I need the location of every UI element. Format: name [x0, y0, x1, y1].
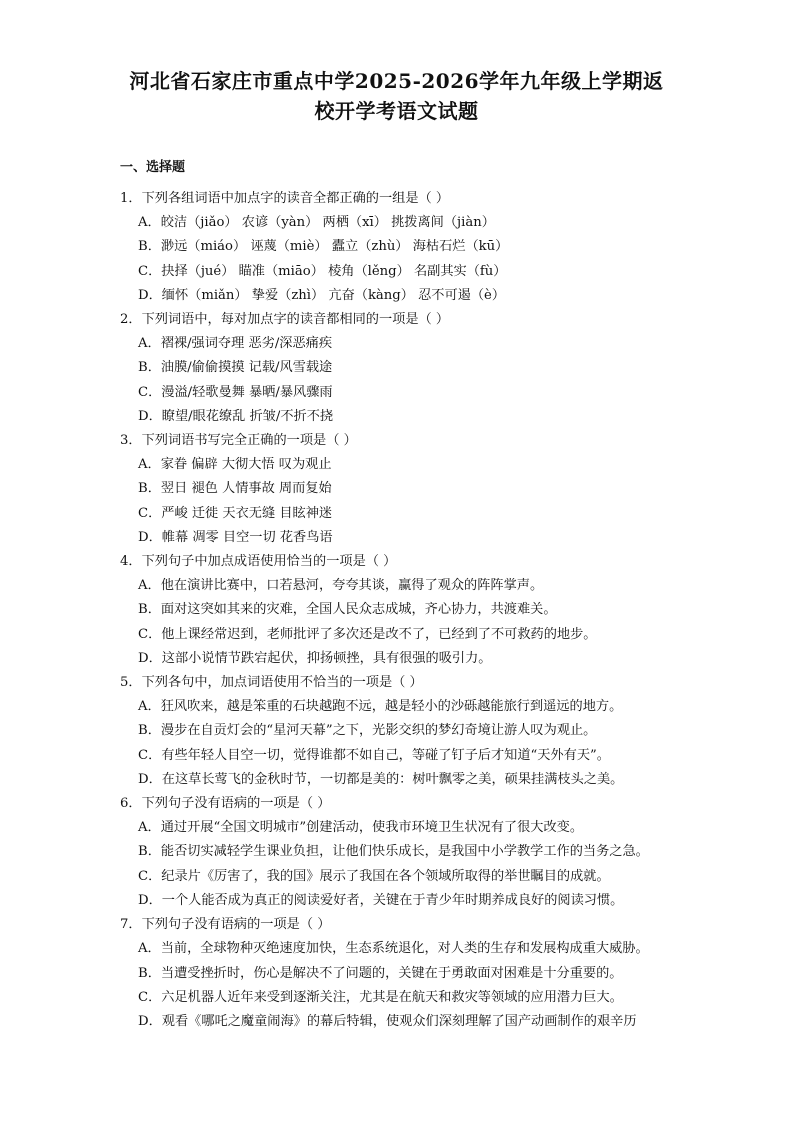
- option-c: C．抉择（jué） 瞄准（miāo） 棱角（lěng） 名副其实（fù）: [138, 263, 507, 279]
- option-d: D．一个人能否成为真正的阅读爱好者，关键在于青少年时期养成良好的阅读习惯。: [138, 892, 624, 908]
- option-b: B．翌日 褪色 人情事故 周而复始: [138, 481, 332, 497]
- option-b: B．当遭受挫折时，伤心是解决不了问题的，关键在于勇敢面对困难是十分重要的。: [138, 965, 623, 981]
- option-d: D．这部小说情节跌宕起伏，抑扬顿挫，具有很强的吸引力。: [138, 650, 492, 666]
- option-c: C．纪录片《厉害了，我的国》展示了我国在各个领域所取得的举世瞩目的成就。: [138, 868, 610, 884]
- option-c: C．六足机器人近年来受到逐渐关注，尤其是在航天和救灾等领域的应用潜力巨大。: [138, 989, 623, 1005]
- option-d: D．观看《哪吒之魔童闹海》的幕后特辑，使观众们深刻理解了国产动画制作的艰辛历: [138, 1013, 637, 1029]
- option-a: A．狂风吹来，越是笨重的石块越跑不远，越是轻小的沙砾越能旅行到遥远的地方。: [138, 699, 623, 715]
- option-b: B．面对这突如其来的灾难，全国人民众志成城，齐心协力，共渡难关。: [138, 602, 557, 618]
- option-d: D．在这草长莺飞的金秋时节，一切都是美的：树叶飘零之美，硕果挂满枝头之美。: [138, 771, 624, 787]
- option-a: A．当前，全球物种灭绝速度加快，生态系统退化，对人类的生存和发展构成重大威胁。: [138, 941, 649, 957]
- option-d: D．帷幕 凋零 目空一切 花香鸟语: [138, 529, 333, 545]
- exam-title-line-2: 校开学考语文试题: [314, 99, 479, 123]
- question-2: [120, 308, 700, 429]
- question-stem: 5．下列各句中，加点词语使用不恰当的一项是（ ）: [120, 675, 423, 691]
- option-a: A．他在演讲比赛中，口若悬河，夸夸其谈，赢得了观众的阵阵掌声。: [138, 578, 544, 594]
- question-list: [120, 187, 700, 1034]
- option-b: B．漫步在自贡灯会的“星河天幕”之下，光影交织的梦幻奇境让游人叹为观止。: [138, 723, 597, 739]
- question-3: [120, 429, 700, 550]
- option-a: A．皎洁（jiǎo） 农谚（yàn） 两栖（xī） 挑拨离间（jiàn）: [138, 215, 495, 231]
- option-b: B．油膜/偷偷摸摸 记载/风雪载途: [138, 360, 333, 376]
- option-c: C．漫溢/轻歌曼舞 暴晒/暴风骤雨: [138, 384, 333, 400]
- question-5: [120, 671, 700, 792]
- question-1: [120, 187, 700, 308]
- section-heading: 一、选择题: [120, 160, 186, 175]
- option-d: D．缅怀（miǎn） 挚爱（zhì） 亢奋（kàng） 忍不可遏（è）: [138, 287, 506, 303]
- question-7: [120, 913, 700, 1034]
- option-c: C．严峻 迁徙 天衣无缝 目眩神迷: [138, 505, 333, 521]
- question-stem: 7．下列句子没有语病的一项是（ ）: [120, 917, 331, 933]
- option-b: B．能否切实减轻学生课业负担，让他们快乐成长，是我国中小学教学工作的当务之急。: [138, 844, 649, 860]
- question-4: [120, 550, 700, 671]
- option-a: A．褶裸/强词夺理 恶劣/深恶痛疾: [138, 336, 333, 352]
- option-c: C．有些年轻人目空一切，觉得谁都不如自己，等碰了钉子后才知道“天外有天”。: [138, 747, 610, 763]
- question-stem: 4．下列句子中加点成语使用恰当的一项是（ ）: [120, 554, 397, 570]
- option-d: D．瞭望/眼花缭乱 折皱/不折不挠: [138, 408, 334, 424]
- question-stem: 1．下列各组词语中加点字的读音全都正确的一组是（ ）: [120, 191, 450, 206]
- option-b: B．渺远（miáo） 诬蔑（miè） 蠹立（zhù） 海枯石烂（kū）: [138, 239, 509, 255]
- question-stem: 3．下列词语书写完全正确的一项是（ ）: [120, 433, 357, 449]
- option-a: A．通过开展“全国文明城市”创建活动，使我市环境卫生状况有了很大改变。: [138, 820, 584, 836]
- exam-title-line-1: 河北省石家庄市重点中学2025-2026学年九年级上学期返: [129, 69, 664, 93]
- option-c: C．他上课经常迟到，老师批评了多次还是改不了，已经到了不可救药的地步。: [138, 626, 597, 642]
- question-stem: 6．下列句子没有语病的一项是（ ）: [120, 796, 331, 812]
- question-stem: 2．下列词语中，每对加点字的读音都相同的一项是（ ）: [120, 312, 450, 328]
- option-a: A．家眷 偏辟 大彻大悟 叹为观止: [138, 457, 332, 473]
- question-6: [120, 792, 700, 913]
